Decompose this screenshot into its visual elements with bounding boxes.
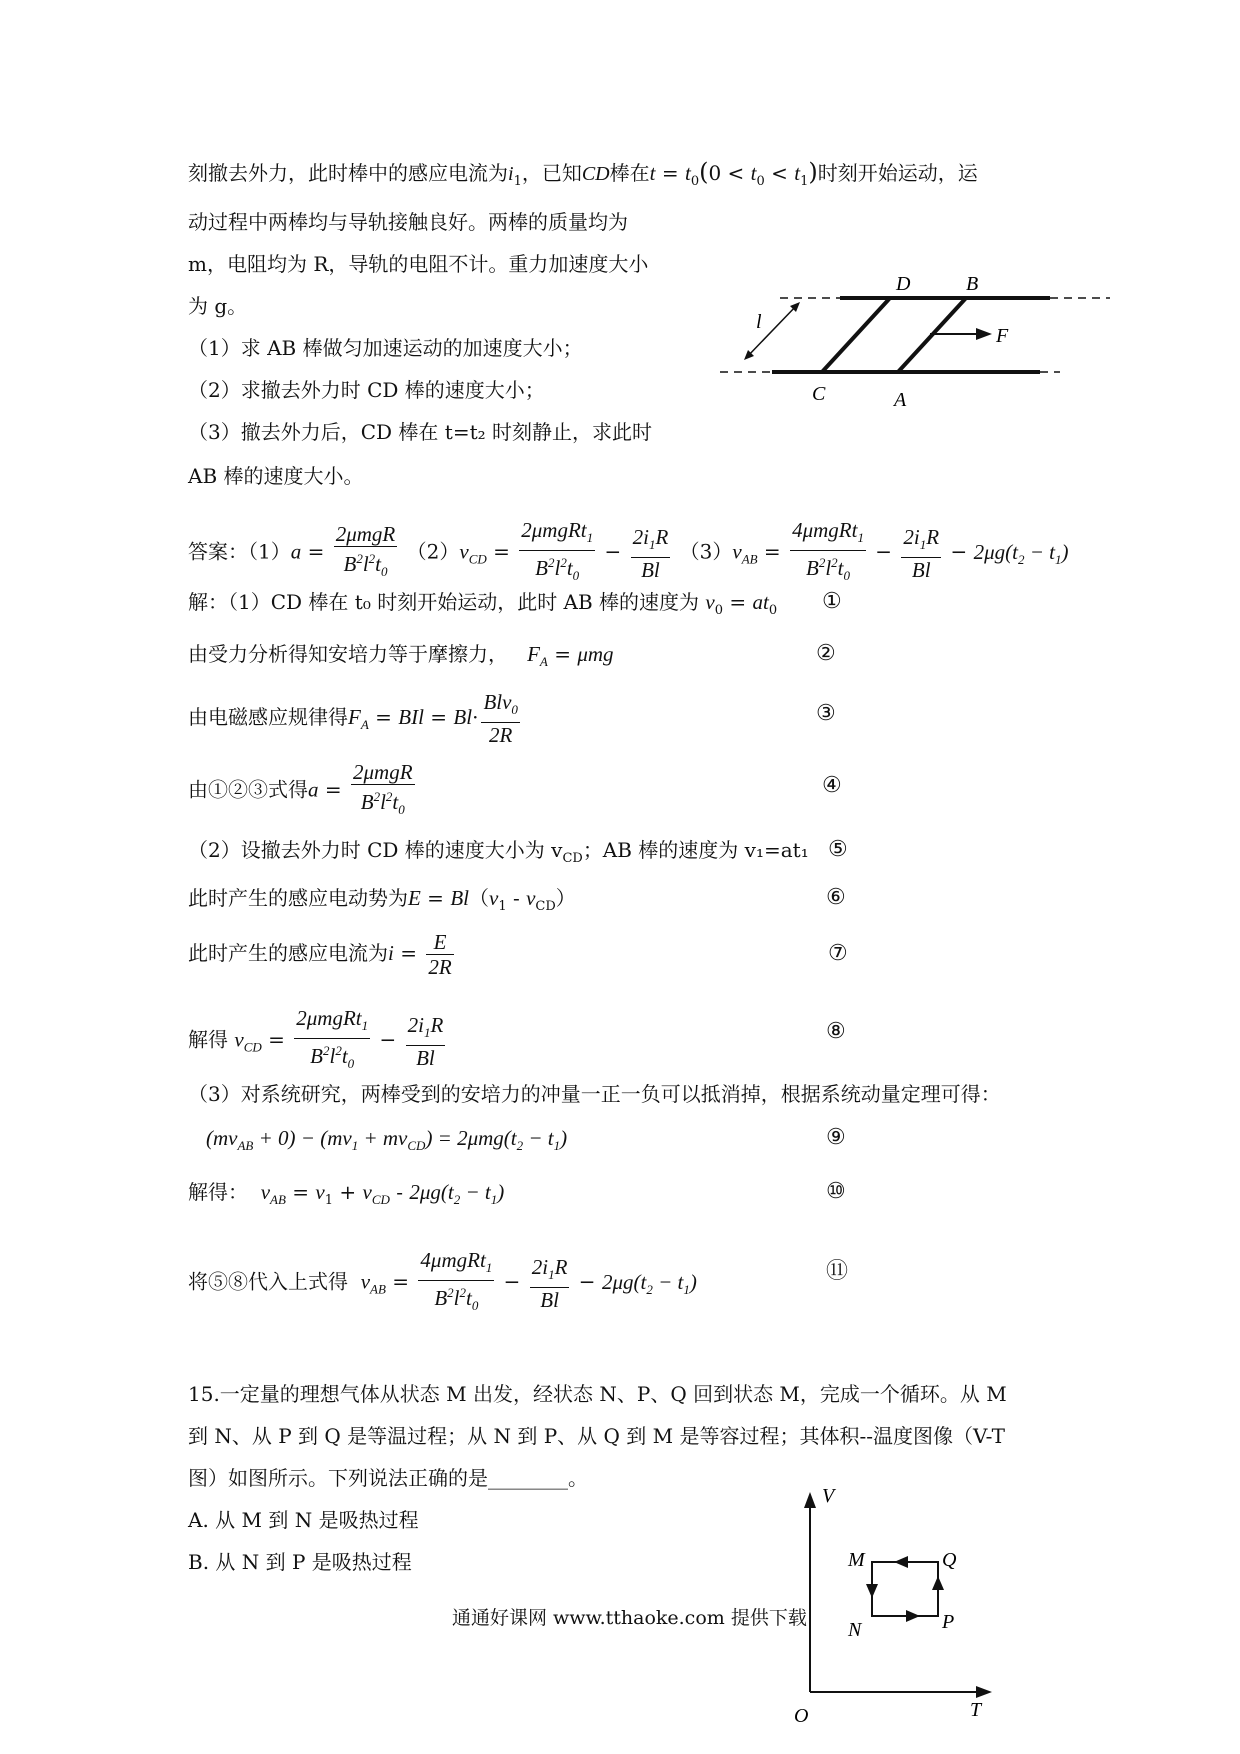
mark-7: ⑦ xyxy=(828,941,848,966)
sol-7: 此时产生的感应电流为i = $\frac{E}{2R}$ xyxy=(188,930,452,979)
sol-6: 此时产生的感应电动势为$E = Bl(v_1 - v_{CD})$ xyxy=(188,886,576,914)
mark-8: ⑧ xyxy=(826,1019,846,1044)
option-a: A. 从 M 到 N 是吸热过程 xyxy=(188,1508,419,1532)
label-F: F xyxy=(996,325,1009,347)
sol-1: 解：（1）CD 棒在 t₀ 时刻开始运动，此时 AB 棒的速度为 $v_0 = at_0$ xyxy=(188,590,778,618)
label-M: M xyxy=(848,1549,865,1571)
label-D: D xyxy=(896,273,911,295)
sol-5: （2）设撤去外力时 CD 棒的速度大小为 $v_{CD}$；AB 棒的速度为 v₁=at₁ xyxy=(188,838,809,866)
cycle-rect xyxy=(872,1562,938,1616)
sol-8: 解得 $v_{CD}$ = $\frac{2\mu mgRt_1}{B^2l^2t_0}$ − $\frac{2i_1R}{Bl}$ xyxy=(188,1006,444,1072)
vt-diagram xyxy=(790,1486,1010,1726)
mark-10: ⑩ xyxy=(826,1179,846,1204)
sol-9-eq: $(mv_{AB} + 0) - (mv_1 + mv_{CD}) = 2\mu mg(t_2 - t_1)$ xyxy=(206,1126,568,1154)
arrow-q-to-m-icon xyxy=(894,1556,908,1568)
label-B: B xyxy=(966,273,979,295)
rails-diagram xyxy=(700,260,1120,420)
p14-q2: （2）求撤去外力时 CD 棒的速度大小； xyxy=(188,378,545,402)
mark-4: ④ xyxy=(822,773,842,798)
mark-1: ① xyxy=(822,589,842,614)
arrow-m-to-n-icon xyxy=(866,1584,878,1598)
mark-2: ② xyxy=(816,641,836,666)
footer-source: 通通好课网 www.tthaoke.com 提供下载 xyxy=(452,1607,807,1629)
force-arrow-icon xyxy=(976,328,992,340)
p14-q3b: AB 棒的速度大小。 xyxy=(188,464,364,488)
p14-line2: 动过程中两棒均与导轨接触良好。两棒的质量均为 xyxy=(188,210,628,234)
t-axis-arrow-icon xyxy=(976,1686,992,1698)
p14-line1: 刻撤去外力，此时棒中的感应电流为$i_1$，已知CD棒在$t = t_0(0 < t_0 < t_1)$时刻开始运动，运 xyxy=(188,158,978,189)
sol-2: 由受力分析得知安培力等于摩擦力， $F_A = \mu mg$ xyxy=(188,642,614,669)
mark-9: ⑨ xyxy=(826,1125,846,1150)
label-l: l xyxy=(756,311,762,333)
p14-q3: （3）撤去外力后，CD 棒在 t=t₂ 时刻静止，求此时 xyxy=(188,420,652,444)
p14-q1: （1）求 AB 棒做匀加速运动的加速度大小； xyxy=(188,336,583,360)
mark-5: ⑤ xyxy=(828,837,848,862)
option-b: B. 从 N 到 P 是吸热过程 xyxy=(188,1550,412,1574)
v-axis-arrow-icon xyxy=(804,1492,816,1508)
label-N: N xyxy=(848,1619,862,1641)
arrow-n-to-p-icon xyxy=(906,1610,920,1622)
p14-line4: 为 g。 xyxy=(188,294,248,318)
rod-cd xyxy=(822,298,890,372)
label-O: O xyxy=(794,1705,809,1726)
mark-3: ③ xyxy=(816,701,836,726)
label-Q: Q xyxy=(942,1549,957,1571)
answer-line: 答案：（1）a = $\frac{\text{2μmgR}}{B^2l^2t_0}$ $(2)v_{CD}$ = $\frac{2\mu mgRt_1}{B^2l^2t_0}$ − $\frac{2i_1R}{Bl}$ $(3)v_{AB}$ = $\frac{4\mu mgRt_1}{B^2l^2t_0}$ − $\frac{2i_1R}{Bl}$ − $2\mu g(t_2 - t_1)$ xyxy=(188,518,1069,584)
label-P: P xyxy=(942,1611,955,1633)
p15-line3: 图）如图所示。下列说法正确的是________。 xyxy=(188,1466,588,1490)
sol-11: 将⑤⑧代入上式得 $v_{AB}$ = $\frac{4\mu mgRt_1}{B^2l^2t_0}$ − $\frac{2i_1R}{Bl}$ − $2\mu g(t_2 - t_1)$ xyxy=(188,1248,697,1314)
sol-4: 由①②③式得a = $\frac{\text{2μmgR}}{B^2l^2t_0}$ xyxy=(188,760,413,818)
p15-line1: 15.一定量的理想气体从状态 M 出发，经状态 N、P、Q 回到状态 M，完成一个循环。从 M xyxy=(188,1382,1007,1406)
mark-11: ⑪ xyxy=(826,1259,849,1284)
label-C: C xyxy=(812,383,826,405)
arrow-p-to-q-icon xyxy=(932,1576,944,1590)
p15-line2: 到 N、从 P 到 Q 是等温过程；从 N 到 P、从 Q 到 M 是等容过程；其体积--温度图像（V-T xyxy=(188,1424,1005,1448)
p14-line3: m，电阻均为 R，导轨的电阻不计。重力加速度大小 xyxy=(188,252,649,276)
label-A: A xyxy=(894,389,907,411)
label-T: T xyxy=(970,1699,982,1721)
sol-9: （3）对系统研究，两棒受到的安培力的冲量一正一负可以抵消掉，根据系统动量定理可得： xyxy=(188,1082,1001,1106)
sol-10: 解得： $v_{AB} = v_1 + v_{CD} - 2\mu g(t_2 - t_1)$ xyxy=(188,1180,505,1208)
mark-6: ⑥ xyxy=(826,885,846,910)
sol-3: 由电磁感应规律得$F_A$ = BIl = Bl· $\frac{Blv_0}{2R}$ xyxy=(188,690,518,748)
label-V: V xyxy=(822,1486,835,1507)
